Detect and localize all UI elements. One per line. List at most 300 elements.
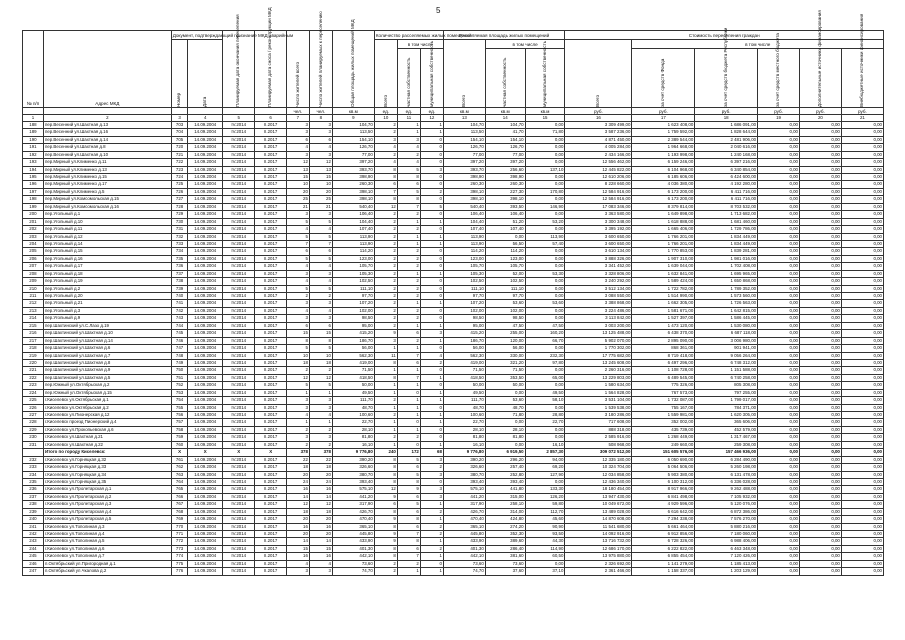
cell: 260,30 — [443, 181, 485, 188]
cell: 151 605 576,00 — [632, 449, 695, 456]
cell: 97,80 — [525, 359, 565, 366]
cell: Итого по городу Киселевск: — [43, 449, 171, 456]
cell: 424,80 — [485, 516, 525, 523]
table-row — [23, 412, 884, 419]
cell: 5 — [397, 501, 420, 508]
cell: 235 — [23, 478, 44, 485]
cell: 433,90 — [443, 538, 485, 545]
cell: 365,10 — [332, 523, 374, 530]
cell: 14.09.2004 — [188, 136, 223, 143]
cell: 2 — [374, 129, 397, 136]
cell: 732 — [171, 233, 188, 240]
cell: 0,00 — [799, 330, 841, 337]
cell: 398,90 — [443, 174, 485, 181]
cell: 14.09.2004 — [188, 367, 223, 374]
cell: 53,20 — [525, 218, 565, 225]
cell: II.2017 — [255, 278, 286, 285]
cell: 14.09.2004 — [188, 188, 223, 195]
cell: 0 — [420, 434, 443, 441]
cell: 0,00 — [841, 263, 883, 270]
cell: пер.Шахтинский ул.Шахтная д.5 — [43, 374, 171, 381]
cell: 0,00 — [841, 196, 883, 203]
cell: IV.2014 — [223, 121, 255, 128]
cell: 14.09.2004 — [188, 464, 223, 471]
cell: 0,00 — [758, 412, 800, 419]
cell: 3 309 499,00 — [565, 121, 632, 128]
cell: IV.2014 — [223, 359, 255, 366]
cell: 2 — [374, 211, 397, 218]
cell: 6 411 716,00 — [695, 196, 758, 203]
cell: 12 445 822,00 — [565, 166, 632, 173]
cell: 764 — [171, 478, 188, 485]
cell: 365,10 — [443, 523, 485, 530]
cell: 1 665 406,00 — [632, 226, 695, 233]
cell: 191 — [23, 144, 44, 151]
cell: 15 — [286, 545, 309, 552]
cell: 8 — [309, 337, 332, 344]
cell: 104,70 — [443, 121, 485, 128]
cell: 207 — [23, 263, 44, 270]
cell: 0,00 — [758, 345, 800, 352]
table-row — [23, 441, 884, 448]
cell: 12 584 916,00 — [565, 188, 632, 195]
cell: 772 — [171, 538, 188, 545]
cell: II.2017 — [255, 412, 286, 419]
cell: 0,00 — [758, 188, 800, 195]
cell: 1 — [397, 367, 420, 374]
cell: 2 — [309, 426, 332, 433]
cell: пер.Шахтинский ул.Шахтная д.8 — [43, 359, 171, 366]
cell: 0,00 — [799, 240, 841, 247]
cell: 16 — [309, 486, 332, 493]
cell: II.2017 — [255, 464, 286, 471]
cell: 12 335 180,00 — [565, 456, 632, 463]
cell: 0,00 — [841, 464, 883, 471]
cell: 1 — [420, 337, 443, 344]
table-row — [23, 255, 884, 262]
cell: IV.2014 — [223, 233, 255, 240]
cell: 3 512 134,00 — [565, 285, 632, 292]
cell: 398,10 — [443, 196, 485, 203]
cell: 398,10 — [443, 188, 485, 195]
cell: II.2017 — [255, 434, 286, 441]
cell: 0,00 — [841, 397, 883, 404]
cell: 0,00 — [841, 307, 883, 314]
cell: 442,10 — [332, 553, 374, 560]
cell: 0,00 — [758, 181, 800, 188]
cell: 274,20 — [485, 523, 525, 530]
cell: 0 — [420, 263, 443, 270]
cell: 170,80 — [525, 188, 565, 195]
cell: 776 — [171, 568, 188, 575]
cell: 0 — [420, 136, 443, 143]
header-cost-region: за счет средств бюджета Республики — [695, 49, 758, 108]
cell: 223 — [23, 382, 44, 389]
table-row — [23, 240, 884, 247]
cell: 95,00 — [332, 322, 374, 329]
cell: 1 — [286, 389, 309, 396]
cell: 0,00 — [758, 248, 800, 255]
cell: 244 — [23, 545, 44, 552]
cell: 1 — [420, 441, 443, 448]
cell: 1 695 965,00 — [695, 270, 758, 277]
cell: 0,00 — [758, 285, 800, 292]
cell: 186,70 — [332, 337, 374, 344]
cell: II.2017 — [255, 174, 286, 181]
cell: 73,60 — [485, 560, 525, 567]
cell: 2 434 166,00 — [565, 151, 632, 158]
cell: 729 — [171, 211, 188, 218]
cell: 0,00 — [799, 174, 841, 181]
cell: 784 371,00 — [695, 404, 758, 411]
table-row — [23, 159, 884, 166]
cell: 2 — [420, 545, 443, 552]
column-index: 11 — [397, 115, 420, 122]
cell: 6 100 312,00 — [632, 478, 695, 485]
cell: 6 687 118,00 — [695, 330, 758, 337]
cell: Х — [171, 449, 188, 456]
cell: 0,00 — [841, 471, 883, 478]
cell: 2 — [397, 151, 420, 158]
cell: 0,00 — [758, 367, 800, 374]
cell: 6 — [397, 359, 420, 366]
cell: 77,00 — [443, 151, 485, 158]
cell: 0,00 — [841, 523, 883, 530]
cell: 1 766 201,00 — [632, 240, 695, 247]
cell: 0 — [420, 196, 443, 203]
cell: 1 564 828,00 — [565, 389, 632, 396]
cell: 73,60 — [443, 560, 485, 567]
cell: 18 — [286, 359, 309, 366]
header-doc-number: Номер — [171, 40, 188, 108]
cell: 22 — [309, 456, 332, 463]
cell: 51,20 — [485, 218, 525, 225]
cell: 6 — [286, 248, 309, 255]
cell: II.2017 — [255, 129, 286, 136]
cell: IV.2014 — [223, 471, 255, 478]
cell: 8 228 660,00 — [565, 181, 632, 188]
cell: II.2017 — [255, 144, 286, 151]
cell: 1 — [374, 389, 397, 396]
header-cost-nonbudget: Внебюджетные источники финансирования — [841, 49, 883, 108]
cell: 154,10 — [332, 136, 374, 143]
cell: 50,00 — [332, 382, 374, 389]
cell: IV.2014 — [223, 174, 255, 181]
cell: 752 — [171, 382, 188, 389]
cell: 6 336 028,00 — [695, 478, 758, 485]
cell: 50,00 — [443, 382, 485, 389]
cell: 69,20 — [525, 464, 565, 471]
cell: 25 — [286, 196, 309, 203]
cell: II.2017 — [255, 136, 286, 143]
cell: 749 — [171, 359, 188, 366]
cell: IV.2014 — [223, 531, 255, 538]
cell: 0,00 — [799, 263, 841, 270]
cell: IV.2014 — [223, 315, 255, 322]
cell: 160,20 — [525, 330, 565, 337]
header-cost-incl: в том числе — [632, 40, 884, 49]
unit-label: руб. — [841, 108, 883, 115]
cell: 0,00 — [841, 226, 883, 233]
cell: пер.Угольный д.17 — [43, 263, 171, 270]
cell: 22 — [286, 456, 309, 463]
cell: 0,00 — [841, 188, 883, 195]
cell: 746 — [171, 337, 188, 344]
cell: 21 — [309, 203, 332, 210]
cell: 3 240 292,00 — [565, 278, 632, 285]
cell: 1 834 449,00 — [695, 233, 758, 240]
cell: II.2017 — [255, 359, 286, 366]
header-rooms-group: Количество расселяемых жилых помещений — [374, 31, 443, 40]
cell: 326,60 — [332, 464, 374, 471]
cell: 744 — [171, 322, 188, 329]
cell: 195 — [23, 174, 44, 181]
cell: 0,00 — [799, 144, 841, 151]
cell: 3 — [374, 337, 397, 344]
cell: 0,00 — [525, 382, 565, 389]
cell: 2 — [374, 263, 397, 270]
cell: II.2017 — [255, 196, 286, 203]
cell: 737 — [171, 270, 188, 277]
cell: 5 — [309, 233, 332, 240]
cell: 773 — [171, 545, 188, 552]
table-row — [23, 486, 884, 493]
cell: 14.09.2004 — [188, 382, 223, 389]
cell: 0 — [420, 181, 443, 188]
cell: 8 — [374, 464, 397, 471]
cell: 226 — [23, 404, 44, 411]
cell: 2 — [374, 322, 397, 329]
cell: 59,80 — [525, 501, 565, 508]
cell: 0,00 — [841, 419, 883, 426]
cell: 3 180 286,00 — [565, 412, 632, 419]
cell: 94,00 — [525, 456, 565, 463]
cell: 0,00 — [758, 315, 800, 322]
header-rooms-municipal: муниципальная собственность — [420, 49, 443, 108]
table-row — [23, 434, 884, 441]
cell: 0,00 — [525, 285, 565, 292]
cell: 137,10 — [525, 166, 565, 173]
cell: г.Киселевск ул.Шахтная д.21 — [43, 434, 171, 441]
cell: 4 871 450,00 — [565, 136, 632, 143]
cell: 5 — [397, 188, 420, 195]
cell: 233 — [23, 464, 44, 471]
cell: 6 173 200,00 — [632, 196, 695, 203]
cell: 106,40 — [485, 211, 525, 218]
cell: 14.09.2004 — [188, 359, 223, 366]
cell: 508 968,00 — [565, 441, 632, 448]
cell: 16,10 — [525, 441, 565, 448]
cell: 0,00 — [841, 159, 883, 166]
cell: 25 — [309, 196, 332, 203]
cell: 249 660,00 — [632, 441, 695, 448]
cell: 229 — [23, 426, 44, 433]
cell: 14.09.2004 — [188, 404, 223, 411]
cell: 724 — [171, 174, 188, 181]
cell: 37,10 — [525, 568, 565, 575]
cell: 0,00 — [758, 426, 800, 433]
cell: 15 — [309, 330, 332, 337]
cell: 0,00 — [841, 374, 883, 381]
cell: 114,20 — [332, 248, 374, 255]
cell: 0,00 — [758, 568, 800, 575]
cell: IV.2014 — [223, 516, 255, 523]
cell: 7 — [286, 240, 309, 247]
cell: 133,30 — [525, 486, 565, 493]
cell: 227 — [23, 412, 44, 419]
cell: 1 623 408,00 — [632, 121, 695, 128]
cell: 232 — [23, 456, 44, 463]
header-residents: Число жителей всего — [286, 31, 309, 108]
cell: 6 912 856,00 — [632, 531, 695, 538]
cell: 3 — [286, 434, 309, 441]
cell: 0,00 — [799, 486, 841, 493]
cell: 234 — [23, 471, 44, 478]
cell: 540,40 — [443, 203, 485, 210]
cell: 5 903 380,00 — [632, 471, 695, 478]
cell: 74,70 — [443, 568, 485, 575]
cell: 214 — [23, 315, 44, 322]
cell: 14.09.2004 — [188, 174, 223, 181]
column-index: 18 — [695, 115, 758, 122]
table-row — [23, 226, 884, 233]
cell: II.2017 — [255, 501, 286, 508]
table-row — [23, 560, 884, 567]
cell: 286,40 — [485, 545, 525, 552]
table-row — [23, 374, 884, 381]
subtotal-row — [23, 449, 884, 456]
cell: 212 — [23, 300, 44, 307]
cell: 9 — [374, 493, 397, 500]
cell: 3 — [309, 270, 332, 277]
cell: 378 — [309, 449, 332, 456]
cell: 1 — [397, 233, 420, 240]
cell: 1 — [397, 121, 420, 128]
cell: 102,50 — [332, 278, 374, 285]
cell: II.2017 — [255, 538, 286, 545]
table-row — [23, 426, 884, 433]
cell: 13 975 880,00 — [565, 553, 632, 560]
cell: 0,00 — [525, 434, 565, 441]
cell: 0,00 — [758, 531, 800, 538]
cell: 0,00 — [841, 553, 883, 560]
cell: 0,00 — [799, 248, 841, 255]
cell: 2 361 466,00 — [565, 568, 632, 575]
cell: 6 222 822,00 — [632, 545, 695, 552]
cell: 15 — [309, 545, 332, 552]
cell: II.2017 — [255, 478, 286, 485]
cell: 8 — [374, 508, 397, 515]
cell: 0,00 — [799, 516, 841, 523]
cell: II.2017 — [255, 166, 286, 173]
cell: 0,00 — [799, 553, 841, 560]
cell: 113,90 — [443, 233, 485, 240]
cell: IV.2014 — [223, 560, 255, 567]
cell: IV.2014 — [223, 255, 255, 262]
cell: 2 326 692,00 — [565, 560, 632, 567]
table-row — [23, 568, 884, 575]
cell: IV.2014 — [223, 293, 255, 300]
cell: 2 — [286, 367, 309, 374]
cell: 0,00 — [841, 516, 883, 523]
cell: 0,00 — [525, 560, 565, 567]
cell: 0,00 — [525, 151, 565, 158]
cell: 0 — [420, 382, 443, 389]
cell: 238 — [23, 501, 44, 508]
table-row — [23, 523, 884, 530]
cell: 1 108 728,00 — [632, 367, 695, 374]
cell: 0 — [420, 404, 443, 411]
cell: 1 981 016,00 — [695, 255, 758, 262]
cell: 8 — [286, 337, 309, 344]
cell: 0,00 — [525, 196, 565, 203]
cell: 257,40 — [485, 464, 525, 471]
cell: 1 530 080,00 — [695, 322, 758, 329]
cell: 3 531 104,00 — [565, 397, 632, 404]
cell: 0,00 — [799, 181, 841, 188]
cell: 216 — [23, 330, 44, 337]
cell: 703 — [171, 121, 188, 128]
cell: 222 — [23, 374, 44, 381]
cell: 198 — [23, 196, 44, 203]
cell: пер.Мирный ул.Клименко д.17 — [43, 181, 171, 188]
column-index: 12 — [420, 115, 443, 122]
column-index: 6 — [255, 115, 286, 122]
cell: 4 — [286, 412, 309, 419]
cell: 0,00 — [525, 255, 565, 262]
cell: 4 — [309, 263, 332, 270]
resettlement-table-sheet — [22, 7, 884, 576]
cell: 14.09.2004 — [188, 493, 223, 500]
table-row — [23, 315, 884, 322]
cell: IV.2014 — [223, 568, 255, 575]
cell: 1 539 538,00 — [565, 404, 632, 411]
cell: 1 — [420, 322, 443, 329]
cell: 3 — [286, 397, 309, 404]
unit-label: кв.м — [485, 108, 525, 115]
table-row — [23, 307, 884, 314]
cell: п.Октябрьский ул.Пригородная д.1 — [43, 560, 171, 567]
cell: 16 — [286, 553, 309, 560]
cell: 14.09.2004 — [188, 307, 223, 314]
cell: 763 — [171, 471, 188, 478]
cell: 14.09.2004 — [188, 270, 223, 277]
cell: 28,10 — [443, 426, 485, 433]
cell: 740 — [171, 293, 188, 300]
cell: 231 — [23, 441, 44, 448]
cell: пер.Весенний ул.Шахтная д.8 — [43, 144, 171, 151]
cell: 3 006 980,00 — [695, 337, 758, 344]
cell: IV.2014 — [223, 397, 255, 404]
cell: 0,00 — [758, 441, 800, 448]
cell: 2 — [374, 218, 397, 225]
cell: II.2017 — [255, 121, 286, 128]
cell: 1 573 560,00 — [695, 293, 758, 300]
cell: 2 — [374, 121, 397, 128]
cell: 209 — [23, 278, 44, 285]
table-row — [23, 293, 884, 300]
cell: 393,40 — [485, 478, 525, 485]
cell: 1 702 408,00 — [695, 263, 758, 270]
cell: IV.2014 — [223, 240, 255, 247]
cell: 0,00 — [799, 188, 841, 195]
cell: 0 — [420, 426, 443, 433]
cell: 0,00 — [485, 389, 525, 396]
cell: 114,20 — [485, 248, 525, 255]
cell: 105,70 — [443, 263, 485, 270]
cell: 6 — [286, 136, 309, 143]
cell: 730 — [171, 218, 188, 225]
